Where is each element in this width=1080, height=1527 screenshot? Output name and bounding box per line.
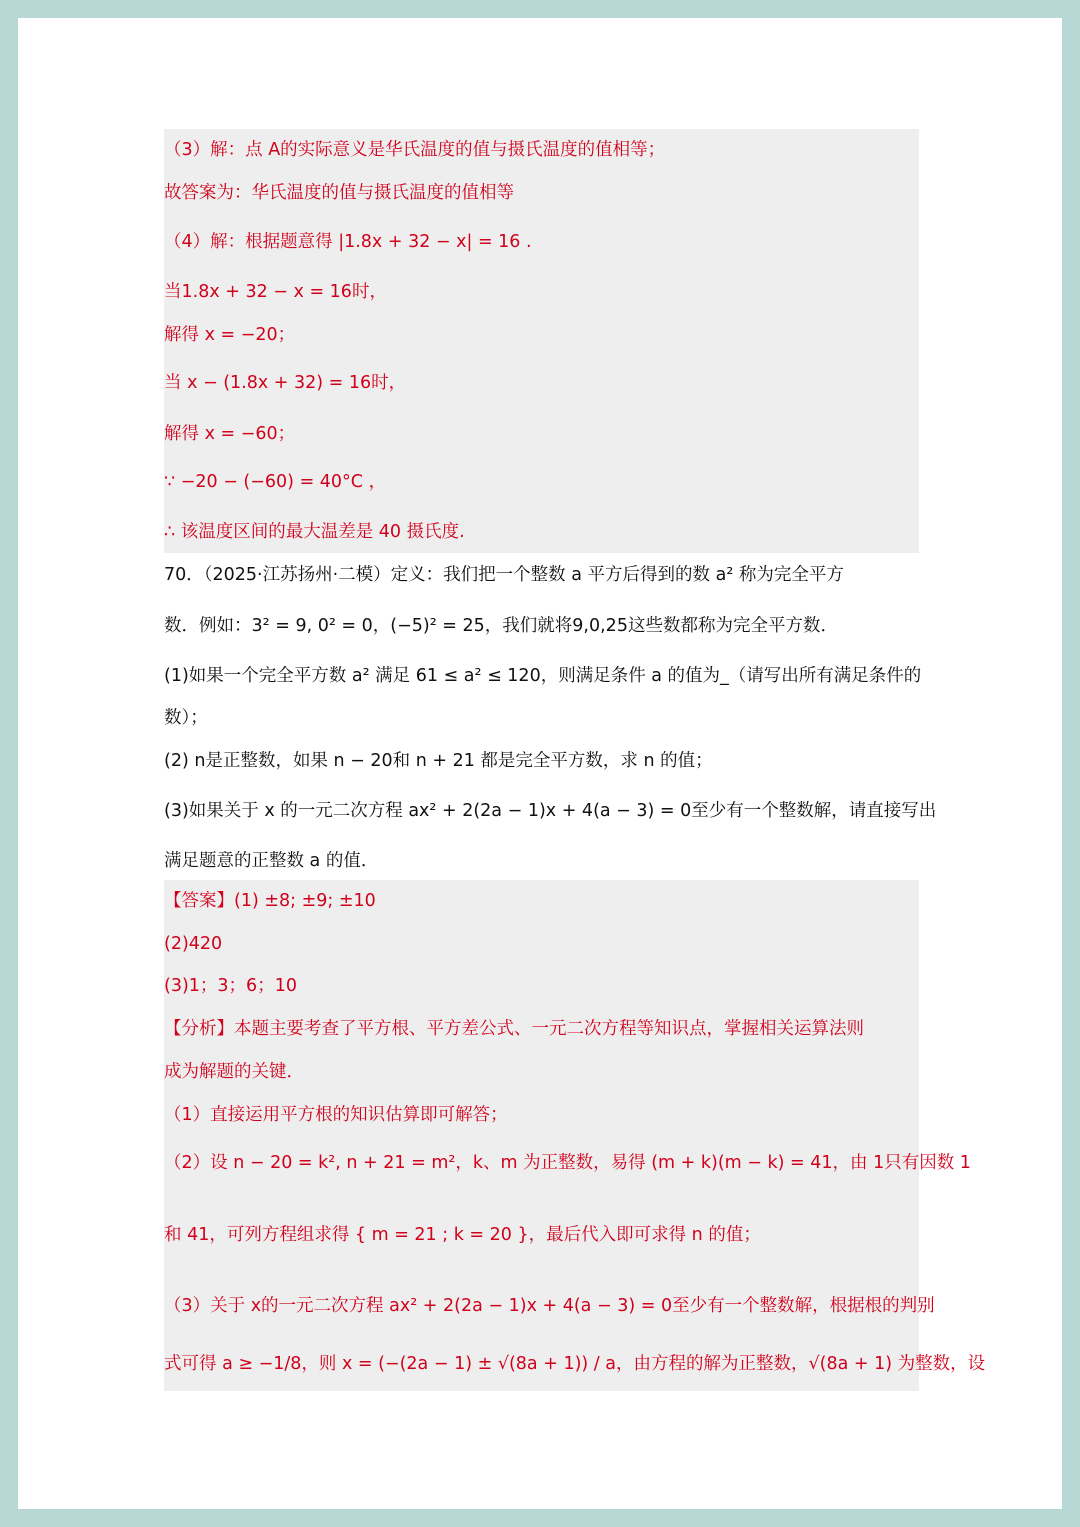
solution-line: ∵ −20 − (−60) = 40°C ， [164,472,387,492]
solution-line: 当1.8x + 32 − x = 16时， [164,282,387,302]
solution-line: （4）解：根据题意得 |1.8x + 32 − x| = 16 . [164,232,532,252]
answer-block [164,880,986,1391]
answer-line: 【答案】(1) ±8; ±9; ±10 [164,891,376,911]
question-line: (1)如果一个完全平方数 a² 满足 61 ≤ a² ≤ 120，则满足条件 a 的值为_（请写出所有满足条件的 [164,666,922,686]
question-line: 数．例如：3² = 9, 0² = 0，(−5)² = 25，我们就将9,0,25这些数都称为完全平方数． [164,616,838,636]
previous-solution-block [164,129,919,553]
solution-line: 故答案为：华氏温度的值与摄氏温度的值相等 [164,183,514,203]
analysis-line: 和 41，可列方程组求得 { m = 21 ; k = 20 }，最后代入即可求得 n 的值； [164,1225,761,1245]
analysis-line: （2）设 n − 20 = k², n + 21 = m²，k、m 为正整数，易得 (m + k)(m − k) = 41，由 1只有因数 1 [164,1153,971,1173]
analysis-line: （1）直接运用平方根的知识估算即可解答； [164,1105,508,1125]
analysis-line: （3）关于 x的一元二次方程 ax² + 2(2a − 1)x + 4(a − 3) = 0至少有一个整数解，根据根的判别 [164,1296,935,1316]
solution-line: （3）解：点 A的实际意义是华氏温度的值与摄氏温度的值相等； [164,140,666,160]
question-line: (2) n是正整数，如果 n − 20和 n + 21 都是完全平方数，求 n 的值； [164,751,713,771]
question-line: 70．（2025·江苏扬州·二模）定义：我们把一个整数 a 平方后得到的数 a² 称为完全平方 [164,565,844,585]
analysis-line: 【分析】本题主要考查了平方根、平方差公式、一元二次方程等知识点，掌握相关运算法则 [164,1019,864,1039]
question-70-block [164,558,937,880]
answer-line: (3)1；3；6；10 [164,976,297,996]
solution-line: 解得 x = −60； [164,424,296,444]
analysis-line: 式可得 a ≥ −1/8，则 x = (−(2a − 1) ± √(8a + 1)) / a，由方程的解为正整数，√(8a + 1) 为整数，设 [164,1354,986,1374]
question-line: (3)如果关于 x 的一元二次方程 ax² + 2(2a − 1)x + 4(a − 3) = 0至少有一个整数解，请直接写出 [164,801,937,821]
document-page [18,18,1062,1509]
question-line: 数）； [164,708,208,728]
question-line: 满足题意的正整数 a 的值． [164,851,379,871]
answer-line: (2)420 [164,934,223,954]
solution-line: 当 x − (1.8x + 32) = 16时， [164,373,407,393]
solution-line: ∴ 该温度区间的最大温差是 40 摄氏度. [164,522,465,542]
analysis-line: 成为解题的关键． [164,1062,304,1082]
solution-line: 解得 x = −20； [164,325,296,345]
